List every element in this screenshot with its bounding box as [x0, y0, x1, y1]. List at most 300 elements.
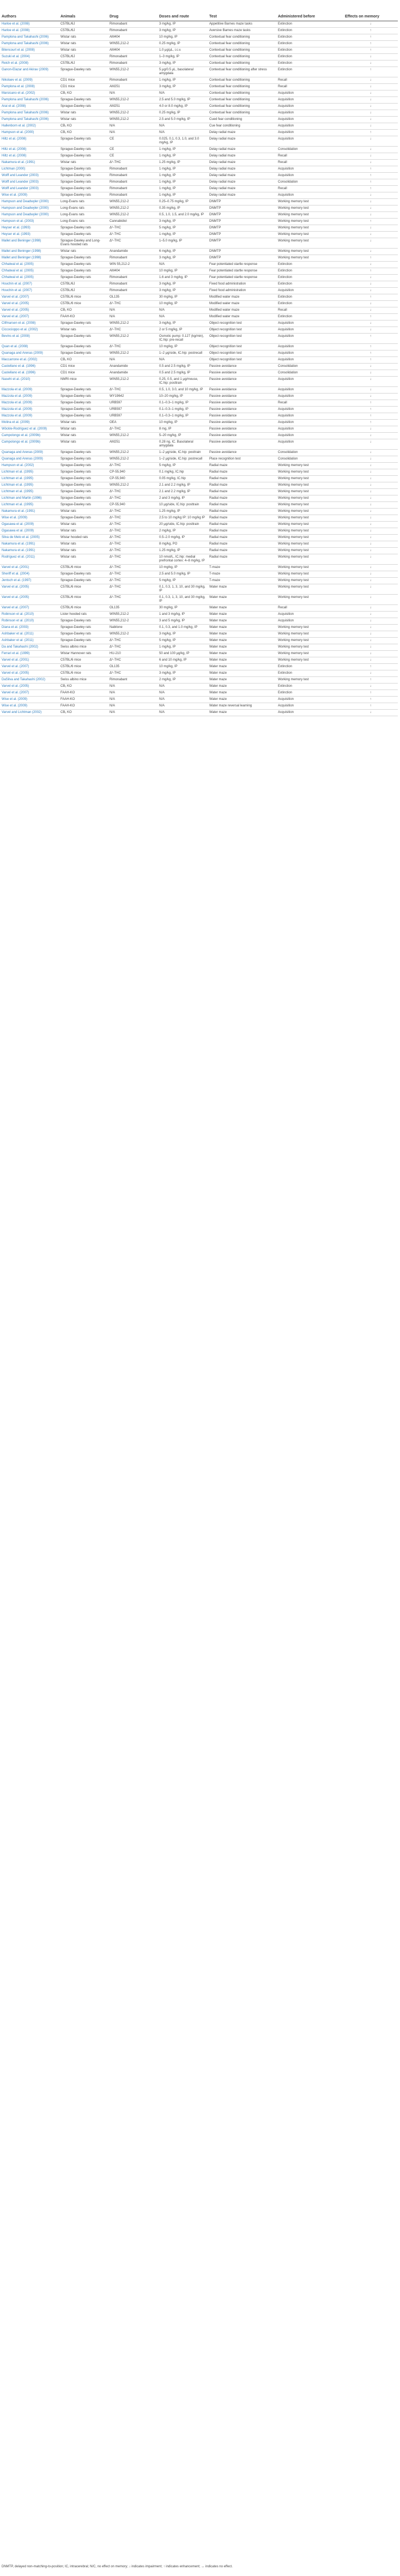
- cell-authors[interactable]: Mazzola et al. (2009): [0, 387, 59, 394]
- cell-doses-route: 3 mg/kg, IP: [157, 21, 208, 28]
- cell-drug: CP-55,940: [108, 476, 157, 482]
- cell-animals: Long-Evans rats: [59, 199, 108, 205]
- cell-administered-before: Extinction: [276, 268, 343, 275]
- cell-authors[interactable]: Bevins et al. (2008): [0, 334, 59, 344]
- cell-authors[interactable]: Lichtman et al. (1995): [0, 502, 59, 509]
- cell-authors[interactable]: Varvel et al. (2005): [0, 670, 59, 677]
- cell-drug: Rimonabant: [108, 173, 157, 179]
- cell-authors[interactable]: Varvel et al. (2005): [0, 595, 59, 605]
- cell-test: Radial maze: [208, 463, 276, 469]
- cell-administered-before: Recall: [276, 605, 343, 612]
- cell-authors[interactable]: Mallet and Beninger (1998): [0, 238, 59, 249]
- cell-doses-route: 10 mg/kg, IP: [157, 268, 208, 275]
- cell-administered-before: Working memory test: [276, 238, 343, 249]
- cell-authors[interactable]: Rodríguez et al. (2011): [0, 554, 59, 565]
- table-footnote: DNMTP, delayed non-matching-to-position; IC, intracerebral; N/C, no effect on memory; ↓ indicates impairment; ↑ indicates enhancement; ↔ indicates no effect.: [2, 2565, 233, 2568]
- cell-authors[interactable]: Quanaga and Arenas (2009): [0, 350, 59, 357]
- cell-drug: OEA: [108, 420, 157, 426]
- cell-test: Delay radial maze: [208, 160, 276, 166]
- cell-authors[interactable]: Quanaga and Arenas (2009): [0, 456, 59, 463]
- cell-authors[interactable]: Bitencourt et al. (2008): [0, 47, 59, 54]
- cell-test: Object recognition test: [208, 327, 276, 334]
- cell-test: Passive avoidance: [208, 420, 276, 426]
- cell-authors[interactable]: Castellano et al. (1996): [0, 364, 59, 370]
- cell-test: Water maze: [208, 638, 276, 644]
- cell-authors[interactable]: Hampson and Deadwyler (2000): [0, 212, 59, 219]
- cell-authors[interactable]: Houchin et al. (2007): [0, 288, 59, 294]
- cell-animals: C57BL/6 mice: [59, 294, 108, 301]
- cell-animals: Wistar rats: [59, 249, 108, 255]
- cell-administered-before: Extinction: [276, 281, 343, 288]
- cell-authors[interactable]: Lichtman et al. (1995): [0, 489, 59, 495]
- cell-drug: N/A: [108, 130, 157, 136]
- cell-authors[interactable]: Heyser et al. (1993): [0, 225, 59, 232]
- cell-drug: Rimonabant: [108, 186, 157, 192]
- cell-test: Delay radial maze: [208, 192, 276, 199]
- cell-doses-route: 10–20 mg/kg, IP: [157, 394, 208, 400]
- cell-animals: Wistar rats: [59, 548, 108, 554]
- cell-administered-before: Working memory test: [276, 677, 343, 684]
- cell-test: Contextual fear conditioning: [208, 110, 276, 117]
- cell-authors[interactable]: Castellano et al. (1996): [0, 370, 59, 377]
- cell-drug: Δ⁹-THC: [108, 657, 157, 664]
- cell-authors[interactable]: Campolongo et al. (2009b): [0, 433, 59, 439]
- cell-doses-route: 0.35 mg/kg, IP: [157, 205, 208, 212]
- table-row: [0, 469, 398, 476]
- cell-authors[interactable]: Hampson et al. (2002): [0, 463, 59, 469]
- cell-authors[interactable]: Varvel et al. (2005): [0, 684, 59, 690]
- cell-authors[interactable]: Ferrari et al. (1999): [0, 651, 59, 657]
- cell-authors[interactable]: Mazzola et al. (2009): [0, 407, 59, 413]
- cell-doses-route: N/A: [157, 90, 208, 97]
- table-row: [0, 612, 398, 618]
- cell-test: Contextual fear conditioning: [208, 47, 276, 54]
- cell-doses-route: 0.28 ng, IC. Basolateral amygdala: [157, 439, 208, 450]
- cell-doses-route: 0.5–2.0 mg/kg, IP: [157, 535, 208, 541]
- table-row: [0, 387, 398, 394]
- table-row: [0, 212, 398, 219]
- cell-test: DNMTP: [208, 238, 276, 249]
- cell-administered-before: Consolidation: [276, 456, 343, 463]
- cell-animals: Sprague-Dawley and Long-Evans hooded rats: [59, 238, 108, 249]
- table-row: [0, 651, 398, 657]
- cell-authors[interactable]: Wise et al. (2009): [0, 697, 59, 703]
- cell-drug: WIN55,212-2: [108, 618, 157, 625]
- cell-authors[interactable]: Campolongo et al. (2009b): [0, 439, 59, 450]
- cell-animals: Sprague-Dawley rats: [59, 482, 108, 489]
- cell-authors[interactable]: Hampson et al. (2003): [0, 219, 59, 225]
- cell-administered-before: Acquisition: [276, 321, 343, 327]
- cell-effect: ↓: [343, 605, 398, 612]
- cell-test: Object recognition test: [208, 321, 276, 327]
- table-row: [0, 350, 398, 357]
- cell-effect: ↑: [343, 344, 398, 350]
- header-row: [0, 0, 398, 21]
- cell-authors[interactable]: Pamplona and Takahashi (2006): [0, 97, 59, 104]
- cell-drug: Δ⁹-THC: [108, 535, 157, 541]
- cell-drug: CE: [108, 147, 157, 153]
- cell-authors[interactable]: Varvel et al. (2007): [0, 690, 59, 697]
- cell-animals: Wistar rats: [59, 433, 108, 439]
- cell-authors[interactable]: Hallenborn et al. (2002): [0, 123, 59, 130]
- cell-effect: ↓: [343, 612, 398, 618]
- cell-administered-before: Working memory test: [276, 528, 343, 535]
- cell-authors[interactable]: Mazzola et al. (2009): [0, 413, 59, 420]
- table-row: [0, 77, 398, 84]
- cell-authors[interactable]: Arai et al. (2008): [0, 104, 59, 110]
- cell-administered-before: Working memory test: [276, 199, 343, 205]
- cell-doses-route: 2.5 and 5.0 mg/kg, IP: [157, 97, 208, 104]
- cell-doses-route: 1 mg/kg, IP: [157, 153, 208, 160]
- table-row: [0, 219, 398, 225]
- cell-test: Water maze: [208, 697, 276, 703]
- cell-test: DNMTP: [208, 232, 276, 238]
- cell-doses-route: 1–2 μg/side, IC.hip: postrecall: [157, 350, 208, 357]
- cell-authors[interactable]: Hampson et al. (2000): [0, 130, 59, 136]
- cell-test: Contextual fear conditioning: [208, 61, 276, 67]
- cell-authors[interactable]: Lichtman et al. (1995): [0, 469, 59, 476]
- cell-authors[interactable]: Pamplona et al. (2008): [0, 84, 59, 90]
- cell-test: Water maze: [208, 625, 276, 631]
- cell-authors[interactable]: Pamplona and Takahashi (2006): [0, 34, 59, 41]
- cell-authors[interactable]: Clifmarsen et al. (2008): [0, 321, 59, 327]
- cell-authors[interactable]: Diana et al. (2003): [0, 625, 59, 631]
- cell-test: Radial maze: [208, 548, 276, 554]
- cell-authors[interactable]: Mallet and Beninger (1998): [0, 249, 59, 255]
- cell-authors[interactable]: Wise et al. (2009): [0, 515, 59, 522]
- cell-authors[interactable]: Lichtman and Martin (1996): [0, 495, 59, 502]
- cell-administered-before: Acquisition: [276, 407, 343, 413]
- cell-authors[interactable]: Suzuki et al. (2004): [0, 54, 59, 61]
- header-administered-before: Administered before: [276, 0, 343, 21]
- cell-animals: Sprague-Dawley rats: [59, 275, 108, 281]
- cell-drug: WIN55,212-2: [108, 67, 157, 77]
- cell-effect: ↓: [343, 618, 398, 625]
- cell-authors[interactable]: Nakamura et al. (1991): [0, 548, 59, 554]
- cell-test: Water maze reversal learning: [208, 703, 276, 710]
- cell-authors[interactable]: Ciccocioppo et al. (2002): [0, 327, 59, 334]
- cell-authors[interactable]: Varvel et al. (2005): [0, 307, 59, 314]
- cell-animals: C57BL/6 mice: [59, 605, 108, 612]
- cell-animals: Sprague-Dawley rats: [59, 225, 108, 232]
- cell-drug: N/A: [108, 684, 157, 690]
- cell-authors[interactable]: Pamplona and Takahashi (2006): [0, 41, 59, 47]
- cell-administered-before: Working memory test: [276, 249, 343, 255]
- cell-authors[interactable]: Varvel et al. (2005): [0, 584, 59, 595]
- cell-administered-before: Working memory test: [276, 255, 343, 262]
- cell-effect: ↓: [343, 387, 398, 394]
- cell-test: Passive avoidance: [208, 450, 276, 456]
- cell-drug: CP-55,940: [108, 469, 157, 476]
- cell-animals: Wistar rats: [59, 117, 108, 123]
- cell-authors[interactable]: Reich et al. (2008): [0, 61, 59, 67]
- cell-authors[interactable]: Nakamura et al. (1991): [0, 541, 59, 548]
- cell-animals: Sprague-Dawley rats: [59, 147, 108, 153]
- cell-doses-route: 20 μg/side, IC.hip: posttrain: [157, 522, 208, 528]
- cell-administered-before: Working memory test: [276, 489, 343, 495]
- cell-administered-before: Working memory test: [276, 535, 343, 541]
- cell-test: Modified water maze: [208, 294, 276, 301]
- cell-test: Radial maze: [208, 535, 276, 541]
- table-row: [0, 238, 398, 249]
- header-effects-on-memory: Effects on memory: [343, 0, 398, 21]
- cell-authors[interactable]: Varvel et al. (2001): [0, 657, 59, 664]
- cell-authors[interactable]: Wise et al. (2009): [0, 703, 59, 710]
- cell-animals: Sprague-Dawley rats: [59, 476, 108, 482]
- cell-effect: ↓: [343, 160, 398, 166]
- cell-authors[interactable]: Ganon-Elazar and Akirav (2009): [0, 67, 59, 77]
- cell-authors[interactable]: Chhatwal et al. (2005): [0, 275, 59, 281]
- cell-authors[interactable]: Robinson et al. (2010): [0, 618, 59, 625]
- cell-effect: ↑: [343, 268, 398, 275]
- table-row: [0, 515, 398, 522]
- cell-test: Fear potentiated startle response: [208, 268, 276, 275]
- cell-authors[interactable]: Varvel and Lichtman (2002): [0, 710, 59, 716]
- cell-doses-route: 50 and 100 μg/kg, IP: [157, 651, 208, 657]
- cell-administered-before: Working memory test: [276, 522, 343, 528]
- cell-test: Water maze: [208, 670, 276, 677]
- cell-effect: ↓: [343, 522, 398, 528]
- cell-effect: ↑: [343, 34, 398, 41]
- cell-effect: ↑: [343, 407, 398, 413]
- table-row: [0, 413, 398, 420]
- cell-test: Passive avoidance: [208, 377, 276, 387]
- table-row: [0, 541, 398, 548]
- cell-administered-before: Acquisition: [276, 426, 343, 433]
- cell-animals: Sprague-Dawley rats: [59, 232, 108, 238]
- cell-effect: ↓: [343, 225, 398, 232]
- cell-effect: ↓: [343, 327, 398, 334]
- cell-drug: AM404: [108, 47, 157, 54]
- cell-drug: Rimonabant: [108, 28, 157, 34]
- cell-authors[interactable]: Varvel et al. (2007): [0, 664, 59, 670]
- cell-authors[interactable]: Robinson et al. (2010): [0, 612, 59, 618]
- cell-administered-before: Extinction: [276, 54, 343, 61]
- cell-doses-route: N/A: [157, 262, 208, 268]
- cell-test: Passive avoidance: [208, 394, 276, 400]
- cell-administered-before: Acquisition: [276, 104, 343, 110]
- cell-test: Appetitive Barnes maze tasks: [208, 21, 276, 28]
- cell-authors[interactable]: Sheriff et al. (2004): [0, 571, 59, 578]
- cell-test: Modified water maze: [208, 301, 276, 307]
- cell-authors[interactable]: Molina et al. (2009): [0, 420, 59, 426]
- cell-authors[interactable]: Nakamura et al. (1991): [0, 509, 59, 515]
- cell-authors[interactable]: Ashbaker et al. (2011): [0, 631, 59, 638]
- cell-animals: Sprague-Dawley rats: [59, 407, 108, 413]
- cell-test: Passive avoidance: [208, 364, 276, 370]
- cell-authors[interactable]: Quan et al. (2008): [0, 344, 59, 350]
- cell-drug: WIN55,212-2: [108, 334, 157, 344]
- cell-drug: Rimonabant: [108, 677, 157, 684]
- cell-drug: WIN55,212-2: [108, 117, 157, 123]
- cell-test: Place recognition test: [208, 456, 276, 463]
- table-row: [0, 147, 398, 153]
- cell-animals: NMRI mice: [59, 377, 108, 387]
- cell-doses-route: 0.025, 0.1, 0.3, 1.0, and 3.0 mg/kg, IP: [157, 136, 208, 147]
- cell-drug: AM251: [108, 439, 157, 450]
- cell-authors[interactable]: Nasehi et al. (2010): [0, 377, 59, 387]
- cell-effect: ↑: [343, 294, 398, 301]
- cell-authors[interactable]: DaSilva and Takahashi (2002): [0, 677, 59, 684]
- cell-authors[interactable]: Marsicano et al. (2002): [0, 90, 59, 97]
- cell-authors[interactable]: Da and Takahashi (2002): [0, 644, 59, 651]
- cell-test: Radial maze: [208, 509, 276, 515]
- cell-animals: Sprague-Dawley rats: [59, 502, 108, 509]
- cell-effect: ↑: [343, 67, 398, 77]
- cell-drug: AM251: [108, 104, 157, 110]
- cell-effect: ↓: [343, 288, 398, 294]
- cell-drug: Δ⁹-THC: [108, 541, 157, 548]
- cell-doses-route: 6 and 10 mg/kg, IP: [157, 657, 208, 664]
- cell-test: Delay radial maze: [208, 186, 276, 192]
- cell-test: Object recognition test: [208, 357, 276, 364]
- cell-authors[interactable]: Wolff and Leander (2003): [0, 186, 59, 192]
- cell-drug: Δ⁹-THC: [108, 670, 157, 677]
- cell-administered-before: Acquisition: [276, 697, 343, 703]
- cell-test: Radial maze: [208, 528, 276, 535]
- cell-effect: ↑: [343, 41, 398, 47]
- cell-authors[interactable]: Mallet and Beninger (1998): [0, 255, 59, 262]
- cell-animals: Wistar rats: [59, 47, 108, 54]
- cell-doses-route: 5 μg/0.5 μL, basolateral amygdala: [157, 67, 208, 77]
- cell-drug: AM404: [108, 34, 157, 41]
- cell-animals: Sprague-Dawley rats: [59, 413, 108, 420]
- cell-authors[interactable]: Lichtman (2000): [0, 166, 59, 173]
- table-row: [0, 262, 398, 268]
- cell-effect: ↓: [343, 541, 398, 548]
- table-row: [0, 344, 398, 350]
- cell-authors[interactable]: Pamplona and Takahashi (2006): [0, 117, 59, 123]
- cell-doses-route: 1 mg/kg, IP: [157, 166, 208, 173]
- cell-authors[interactable]: Varvel et al. (2007): [0, 294, 59, 301]
- cell-authors[interactable]: Mazzola et al. (2009): [0, 400, 59, 407]
- cell-administered-before: Working memory test: [276, 225, 343, 232]
- cell-drug: WIN55,212-2: [108, 612, 157, 618]
- cell-authors[interactable]: Varvel et al. (2001): [0, 565, 59, 571]
- cell-administered-before: Extinction: [276, 21, 343, 28]
- cell-authors[interactable]: Wolff and Leander (2003): [0, 179, 59, 186]
- cell-authors[interactable]: Hampson and Deadwyler (2000): [0, 199, 59, 205]
- cell-effect: ↓: [343, 275, 398, 281]
- cell-administered-before: Recall: [276, 400, 343, 407]
- table-row: [0, 677, 398, 684]
- cell-authors[interactable]: Varvel et al. (2005): [0, 301, 59, 307]
- cell-authors[interactable]: Harloe et al. (2008): [0, 28, 59, 34]
- cell-animals: Wistar rats: [59, 426, 108, 433]
- cell-test: T-maze: [208, 578, 276, 584]
- cell-authors[interactable]: Varvel et al. (2007): [0, 605, 59, 612]
- cell-animals: C57BL/6 mice: [59, 301, 108, 307]
- cell-authors[interactable]: Hiltz et al. (2008): [0, 153, 59, 160]
- cell-doses-route: 0.25–0.75 mg/kg, IP: [157, 199, 208, 205]
- table-row: [0, 522, 398, 528]
- cell-animals: CD1 mice: [59, 370, 108, 377]
- cell-animals: Sprague-Dawley rats: [59, 618, 108, 625]
- cell-authors[interactable]: Wise et al. (2009): [0, 192, 59, 199]
- cell-animals: C57BL/6 mice: [59, 657, 108, 664]
- table-row: [0, 173, 398, 179]
- cell-authors[interactable]: Ogasawa et al. (2009): [0, 522, 59, 528]
- cell-authors[interactable]: Hiltz et al. (2008): [0, 147, 59, 153]
- cell-authors[interactable]: Nakamura et al. (1991): [0, 160, 59, 166]
- cell-administered-before: Consolidation: [276, 179, 343, 186]
- cell-administered-before: Working memory test: [276, 502, 343, 509]
- cell-effect: ↓: [343, 77, 398, 84]
- cell-authors[interactable]: Lichtman et al. (1995): [0, 482, 59, 489]
- cell-authors[interactable]: Hampson and Deadwyler (2000): [0, 205, 59, 212]
- cell-authors[interactable]: Mazzola et al. (2009): [0, 394, 59, 400]
- cell-authors[interactable]: Ogasawa et al. (2009): [0, 528, 59, 535]
- cell-authors[interactable]: Ashbaker et al. (2011): [0, 638, 59, 644]
- cell-effect: ↓: [343, 212, 398, 219]
- cell-drug: CP-55,940: [108, 502, 157, 509]
- cell-drug: Anandamide: [108, 370, 157, 377]
- cell-authors[interactable]: Pamplona and Takahashi (2006): [0, 110, 59, 117]
- cell-authors[interactable]: Wolff and Leander (2003): [0, 173, 59, 179]
- cell-authors[interactable]: Chhatwal et al. (2005): [0, 268, 59, 275]
- cell-authors[interactable]: Quanaga and Arenas (2009): [0, 450, 59, 456]
- cell-doses-route: 1.25 mg/kg, IP: [157, 548, 208, 554]
- cell-administered-before: Extinction: [276, 61, 343, 67]
- table-row: [0, 710, 398, 716]
- cell-animals: C57BL/6J: [59, 281, 108, 288]
- cell-authors[interactable]: Chhatwal et al. (2005): [0, 262, 59, 268]
- cell-drug: WIN55,212-2: [108, 110, 157, 117]
- cell-authors[interactable]: Wöckle-Rodríguez et al. (2009): [0, 426, 59, 433]
- cell-animals: Sprague-Dawley rats: [59, 469, 108, 476]
- cell-authors[interactable]: Lichtman et al. (1995): [0, 476, 59, 482]
- cell-effect: ↑: [343, 219, 398, 225]
- cell-drug: N/A: [108, 123, 157, 130]
- cell-authors[interactable]: Jentsch et al. (1997): [0, 578, 59, 584]
- table-row: [0, 509, 398, 515]
- cell-drug: Δ⁹-THC: [108, 638, 157, 644]
- cell-animals: Sprague-Dawley rats: [59, 166, 108, 173]
- table-row: [0, 400, 398, 407]
- cell-authors[interactable]: Silva de Melo et al. (2005): [0, 535, 59, 541]
- cell-effect: ↑: [343, 357, 398, 364]
- cell-authors[interactable]: Varvel et al. (2007): [0, 314, 59, 321]
- table-row: [0, 21, 398, 28]
- cell-effect: ↓: [343, 301, 398, 307]
- cell-animals: Swiss albino mice: [59, 644, 108, 651]
- cell-test: Contextual fear conditioning: [208, 54, 276, 61]
- cell-animals: FAAH-KO: [59, 314, 108, 321]
- cell-doses-route: 2 mg/kg, IP: [157, 677, 208, 684]
- cell-doses-route: 5 mg/kg, IP: [157, 578, 208, 584]
- cell-administered-before: Acquisition: [276, 123, 343, 130]
- cell-drug: Δ⁹-THC: [108, 578, 157, 584]
- table-row: [0, 205, 398, 212]
- cell-authors[interactable]: Harloe et al. (2008): [0, 21, 59, 28]
- table-row: [0, 54, 398, 61]
- table-row: [0, 595, 398, 605]
- cell-authors[interactable]: Houchin et al. (2007): [0, 281, 59, 288]
- cell-test: Passive avoidance: [208, 426, 276, 433]
- cell-animals: Sprague-Dawley rats: [59, 321, 108, 327]
- header-animals: Animals: [59, 0, 108, 21]
- cell-authors[interactable]: Hiltz et al. (2008): [0, 136, 59, 147]
- cell-administered-before: Recall: [276, 77, 343, 84]
- table-row: [0, 314, 398, 321]
- cell-authors[interactable]: Heyser et al. (1993): [0, 232, 59, 238]
- cell-doses-route: 0.25 mg/kg, IP: [157, 41, 208, 47]
- cell-effect: ↑: [343, 677, 398, 684]
- cell-drug: OL135: [108, 664, 157, 670]
- cell-effect: ↓: [343, 104, 398, 110]
- cell-authors[interactable]: Maccarrone et al. (2002): [0, 357, 59, 364]
- cell-authors[interactable]: Nikolaev et al. (2009): [0, 77, 59, 84]
